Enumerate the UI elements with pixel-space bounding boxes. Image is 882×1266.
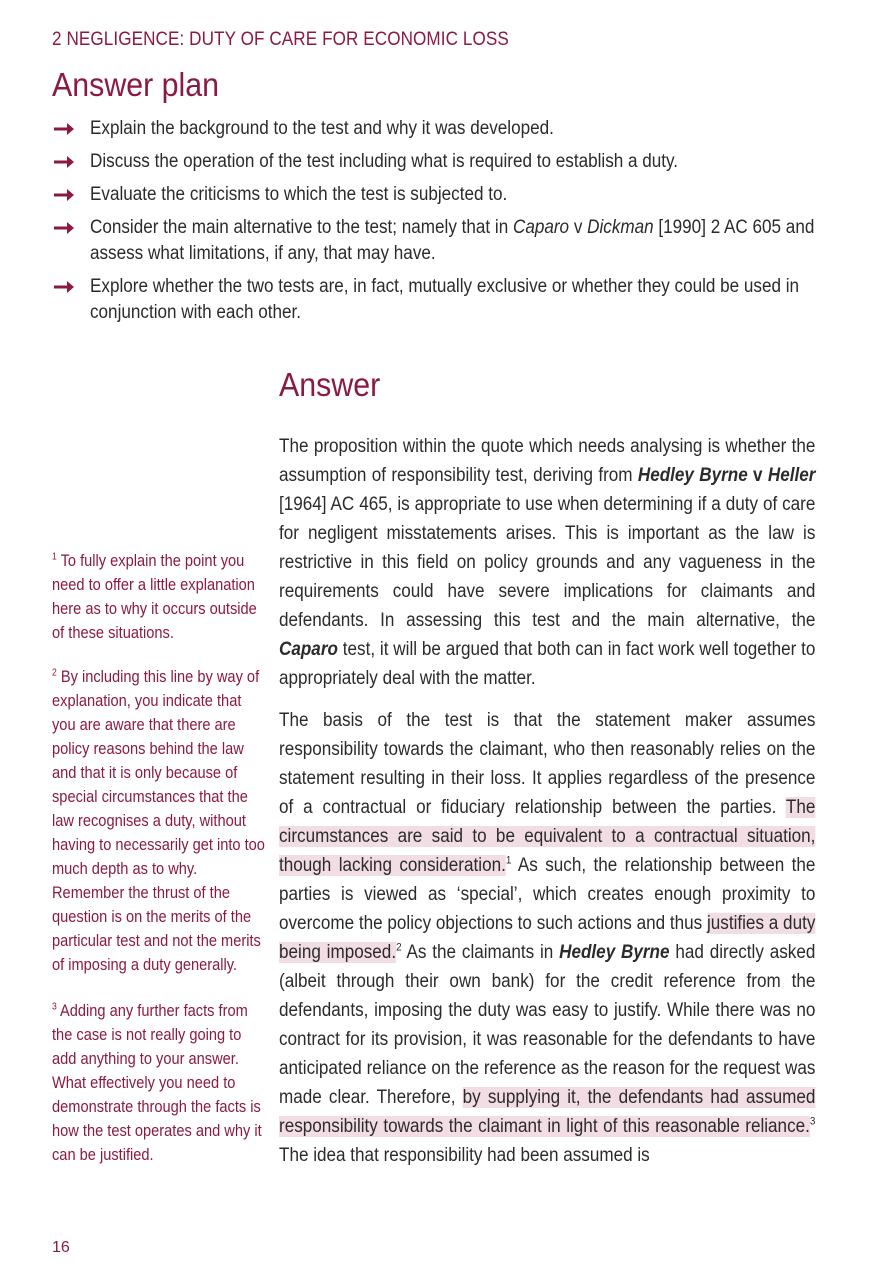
arrow-right-icon [52,153,76,171]
answer-plan-list [52,116,822,333]
margin-note-1: $^1$ To fully explain the point you need to offer a little explanation here as to why it occurs outside of these situations. [52,551,257,642]
case-name: Dickman [587,217,654,238]
plan-item [52,149,822,175]
answer-title: Answer [279,366,381,403]
highlighted-text: justifies a duty being imposed. [279,913,816,963]
answer-body [279,432,815,1183]
case-name: Hedley Byrne [559,942,670,963]
plan-item-text: Evaluate the criticisms to which the test is subjected to. [90,184,508,205]
plan-item [52,215,822,267]
highlighted-text: by supplying it, the defendants had assumed responsibility towards the claimant in light of this reasonable reliance. [279,1087,816,1137]
plan-item-text: Explore whether the two tests are, in fact, mutually exclusive or whether they could be used in conjunction with each other. [90,276,800,323]
arrow-right-icon [52,120,76,138]
arrow-right-icon [52,186,76,204]
case-name: Heller [767,465,816,486]
running-head: 2 NEGLIGENCE: DUTY OF CARE FOR ECONOMIC LOSS [52,29,509,50]
page-number: 16 [52,1239,70,1256]
case-name: Caparo [279,639,338,660]
plan-item [52,182,822,208]
footnote-ref: 3 [809,1115,816,1128]
answer-plan-title: Answer plan [52,66,220,103]
case-name: Hedley Byrne [637,465,748,486]
plan-item-text: Consider the main alternative to the test; namely that in Caparo v Dickman [1990] 2 AC 605 and assess what limitations, if any, that may have. [90,217,815,264]
footnote-ref: 2 [396,941,402,954]
margin-note-2: $^2$ By including this line by way of explanation, you indicate that you are aware that there are policy reasons behind the law and that it is only because of special circumstances that the law recognises a duty, without having to necessarily get into too much depth as to why. Remember the thrust of the question is on the merits of the particular test and not the merits of imposing a duty generally. [52,667,265,974]
arrow-right-icon [52,278,76,296]
answer-paragraph-1: The proposition within the quote which needs analysing is whether the assumption of responsibility test, deriving from Hedley Byrne v Heller [1964] AC 465, is appropriate to use when determining if a duty of care for negligent misstatements arises. This is important as the law is restrictive in this field on policy grounds and any vagueness in the requirements could have severe implications for claimants and defendants. In assessing this test and the main alternative, the Caparo test, it will be argued that both can in fact work well together to appropriately deal with the matter. [279,436,816,689]
plan-item-text: Explain the background to the test and why it was developed. [90,118,554,139]
margin-note-3: $^3$ Adding any further facts from the case is not really going to add anything to your answer. What effectively you need to demonstrate through the facts is how the test operates and why it can be justified. [52,1001,262,1164]
plan-item [52,116,822,142]
case-name: Caparo [512,217,570,238]
footnote-ref: 1 [505,854,512,867]
plan-item-text: Discuss the operation of the test including what is required to establish a duty. [90,151,679,172]
plan-item [52,274,822,326]
highlighted-text: The circumstances are said to be equivalent to a contractual situation, though lacking consideration. [279,797,816,876]
arrow-right-icon [52,219,76,237]
answer-paragraph-2: The basis of the test is that the statement maker assumes responsibility towards the claimant, who then reasonably relies on the statement resulting in their loss. It applies regardless of the presence of a contractual or fiduciary relationship between the parties. The circumstances are said to be equivalent to a contractual situation, though lacking consideration.$^1$ As such, the relationship between the parties is viewed as ‘special’, which creates enough proximity to overcome the policy objections to such actions and thus justifies a duty being imposed.$^2$ As the claimants in Hedley Byrne had directly asked (albeit through their own bank) for the credit reference from the defendants, imposing the duty was easy to justify. While there was no contract for its provision, it was reasonable for the defendants to have anticipated reliance on the reference as the reason for the request was made clear. Therefore, by supplying it, the defendants had assumed responsibility towards the claimant in light of this reasonable reliance.$^3$ The idea that responsibility had been assumed is [279,710,816,1166]
